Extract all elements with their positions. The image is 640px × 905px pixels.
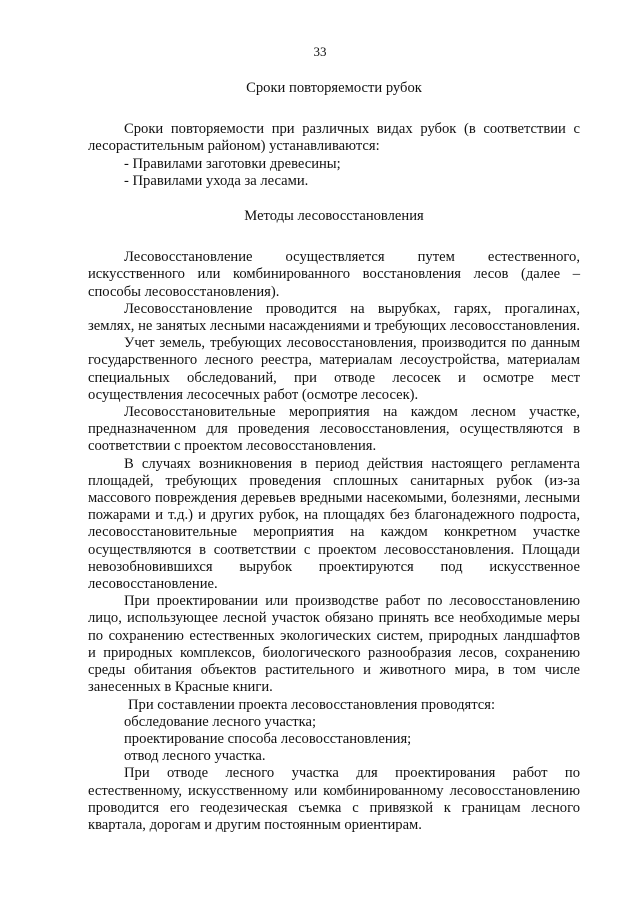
list-item-forest-care-rules: - Правилами ухода за лесами.: [124, 172, 309, 189]
section-title-reforestation-methods: Методы лесовосстановления: [244, 208, 424, 225]
paragraph-project-intro: При составлении проекта лесовосстановления проводятся:: [128, 696, 496, 713]
list-item-timber-rules: - Правилами заготовки древесины;: [124, 155, 341, 172]
page-number: 33: [313, 44, 327, 59]
list-item-site-allocation: отвод лесного участка.: [124, 748, 266, 765]
paragraph-logging-frequency-intro: Сроки повторяемости при различных видах рубок (в соответствии с лесорастительным районом) устанавливаются:: [88, 121, 580, 155]
section-title-logging-frequency: Сроки повторяемости рубок: [246, 80, 422, 96]
paragraph-reforestation-areas: Лесовосстановление проводится на вырубках, гарях, прогалинах, землях, не занятых лесными насаждениями и требующих лесовосстановления.: [88, 300, 580, 335]
paragraph-geodetic-survey: При отводе лесного участка для проектирования работ по естественному, искусственному или комбинированному лесовосстановлению проводится его геодезическая съемка с привязкой к границам лесного квартала, дорогам и другим постоянным ориентирам.: [88, 765, 580, 833]
paragraph-sanitary-logging: В случаях возникновения в период действия настоящего регламента площадей, требующих проведения сплошных санитарных рубок (из-за массового повреждения деревьев вредными насекомыми, болезнями, лесными пожарами и т.д.) и других рубок, на площадях без благонадежного подроста, лесовосстановительные мероприятия на каждом конкретном участке осуществляются в соответствии с проектом лесовосстановления. Площади невозобновившихся вырубок проектируются под искусственное лесовосстановление.: [88, 455, 580, 593]
page-content: [88, 80, 580, 834]
paragraph-reforestation-ways: Лесовосстановление осуществляется путем естественного, искусственного или комбинированного восстановления лесов (далее – способы лесовосстановления).: [88, 249, 580, 300]
paragraph-land-accounting: Учет земель, требующих лесовосстановления, производится по данным государственного лесного реестра, материалам лесоустройства, материалам специальных обследований, при отводе лесосек и осмотре мест осуществления лесосечных работ (осмотре лесосек).: [88, 335, 580, 403]
paragraph-ecosystem-preservation: При проектировании или производстве работ по лесовосстановлению лицо, использующее лесной участок обязано принять все необходимые меры по сохранению естественных экологических систем, природных ландшафтов и природных комплексов, биологического разнообразия лесов, сохранению среды обитания объектов растительного и животного мира, в том числе занесенных в Красные книги.: [88, 593, 580, 696]
list-item-site-survey: обследование лесного участка;: [124, 713, 317, 730]
list-item-method-design: проектирование способа лесовосстановления;: [124, 730, 412, 747]
paragraph-reforestation-measures: Лесовосстановительные мероприятия на каждом лесном участке, предназначенном для проведения лесовосстановления, осуществляются в соответствии с проектом лесовосстановления.: [88, 404, 580, 455]
